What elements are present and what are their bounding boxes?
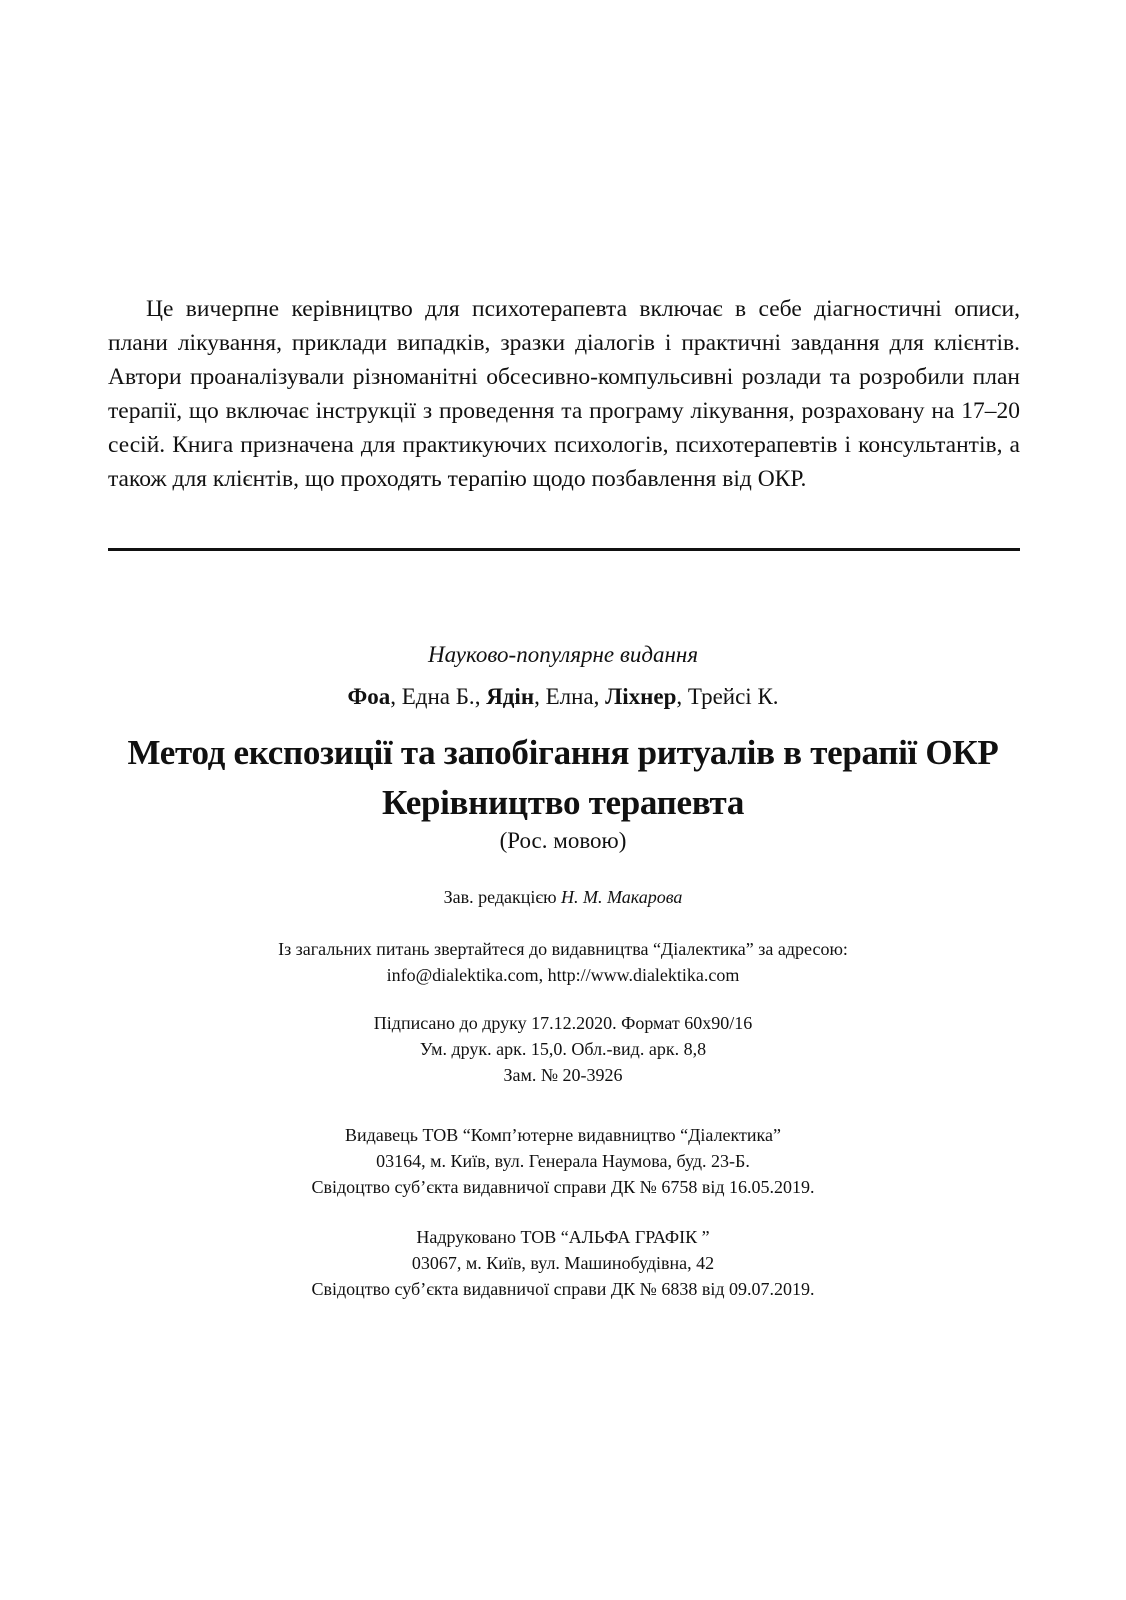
editor-line <box>60 884 1066 910</box>
printer-address: 03067, м. Київ, вул. Машинобудівна, 42 <box>411 1253 715 1273</box>
author-surname: Ліхнер <box>605 684 677 709</box>
divider-rule <box>108 548 1020 551</box>
publisher-block <box>60 1122 1066 1200</box>
book-title <box>60 728 1066 828</box>
book-abstract: Це вичерпне керівництво для психотерапевта включає в себе діагностичні описи, плани лікування, приклади випадків, зразки діалогів і практичні завдання для клієнтів. Автори проаналізували різноманітні обсесивно-компульсивні розлади та розробили план терапії, що включає інструкції з проведення та програму лікування, розраховану на 17–20 сесій. Книга призначена для практикуючих психологів, психотерапевтів і консультантів, а також для клієнтів, що проходять терапію щодо позбавлення від ОКР. <box>108 296 1020 492</box>
contacts-text: Із загальних питань звертайтеся до видавництва “Діалектика” за адресою: <box>278 939 848 959</box>
publisher-name: Видавець ТОВ “Комп’ютерне видавництво “Діалектика” <box>345 1125 781 1145</box>
print-details-block <box>60 1010 1066 1088</box>
author-surname: Ядін <box>486 684 535 709</box>
print-order-line: Зам. № 20-3926 <box>503 1065 623 1085</box>
authors-line: Фоа, Една Б., Ядін, Елна, Ліхнер, Трейсі К. <box>347 684 779 709</box>
printer-block <box>60 1224 1066 1302</box>
printer-certificate: Свідоцтво суб’єкта видавничої справи ДК № 6838 від 09.07.2019. <box>311 1279 815 1299</box>
author-given-name: Една Б. <box>401 684 475 709</box>
contacts-block <box>60 936 1066 988</box>
contacts-links: info@dialektika.com, http://www.dialektika.com <box>386 965 740 985</box>
print-signed-line: Підписано до друку 17.12.2020. Формат 60x90/16 <box>373 1013 753 1033</box>
author-given-name: Трейсі К. <box>687 684 779 709</box>
author-given-name: Елна <box>545 684 594 709</box>
editor-label: Зав. редакцією <box>443 887 557 907</box>
publication-genre: Науково-популярне видання <box>427 642 699 667</box>
printer-name: Надруковано ТОВ “АЛЬФА ГРАФІК ” <box>416 1227 710 1247</box>
print-sheets-line: Ум. друк. арк. 15,0. Обл.-вид. арк. 8,8 <box>419 1039 707 1059</box>
publisher-certificate: Свідоцтво суб’єкта видавничої справи ДК № 6758 від 16.05.2019. <box>311 1177 815 1197</box>
editor-name: Н. М. Макарова <box>561 887 683 907</box>
publisher-address: 03164, м. Київ, вул. Генерала Наумова, буд. 23-Б. <box>376 1151 750 1171</box>
author-surname: Фоа <box>347 684 391 709</box>
language-note: (Рос. мовою) <box>499 828 627 853</box>
title-line: Метод експозиції та запобігання ритуалів в терапії ОКР <box>127 733 999 772</box>
subtitle-line: Керівництво терапевта <box>381 783 745 822</box>
